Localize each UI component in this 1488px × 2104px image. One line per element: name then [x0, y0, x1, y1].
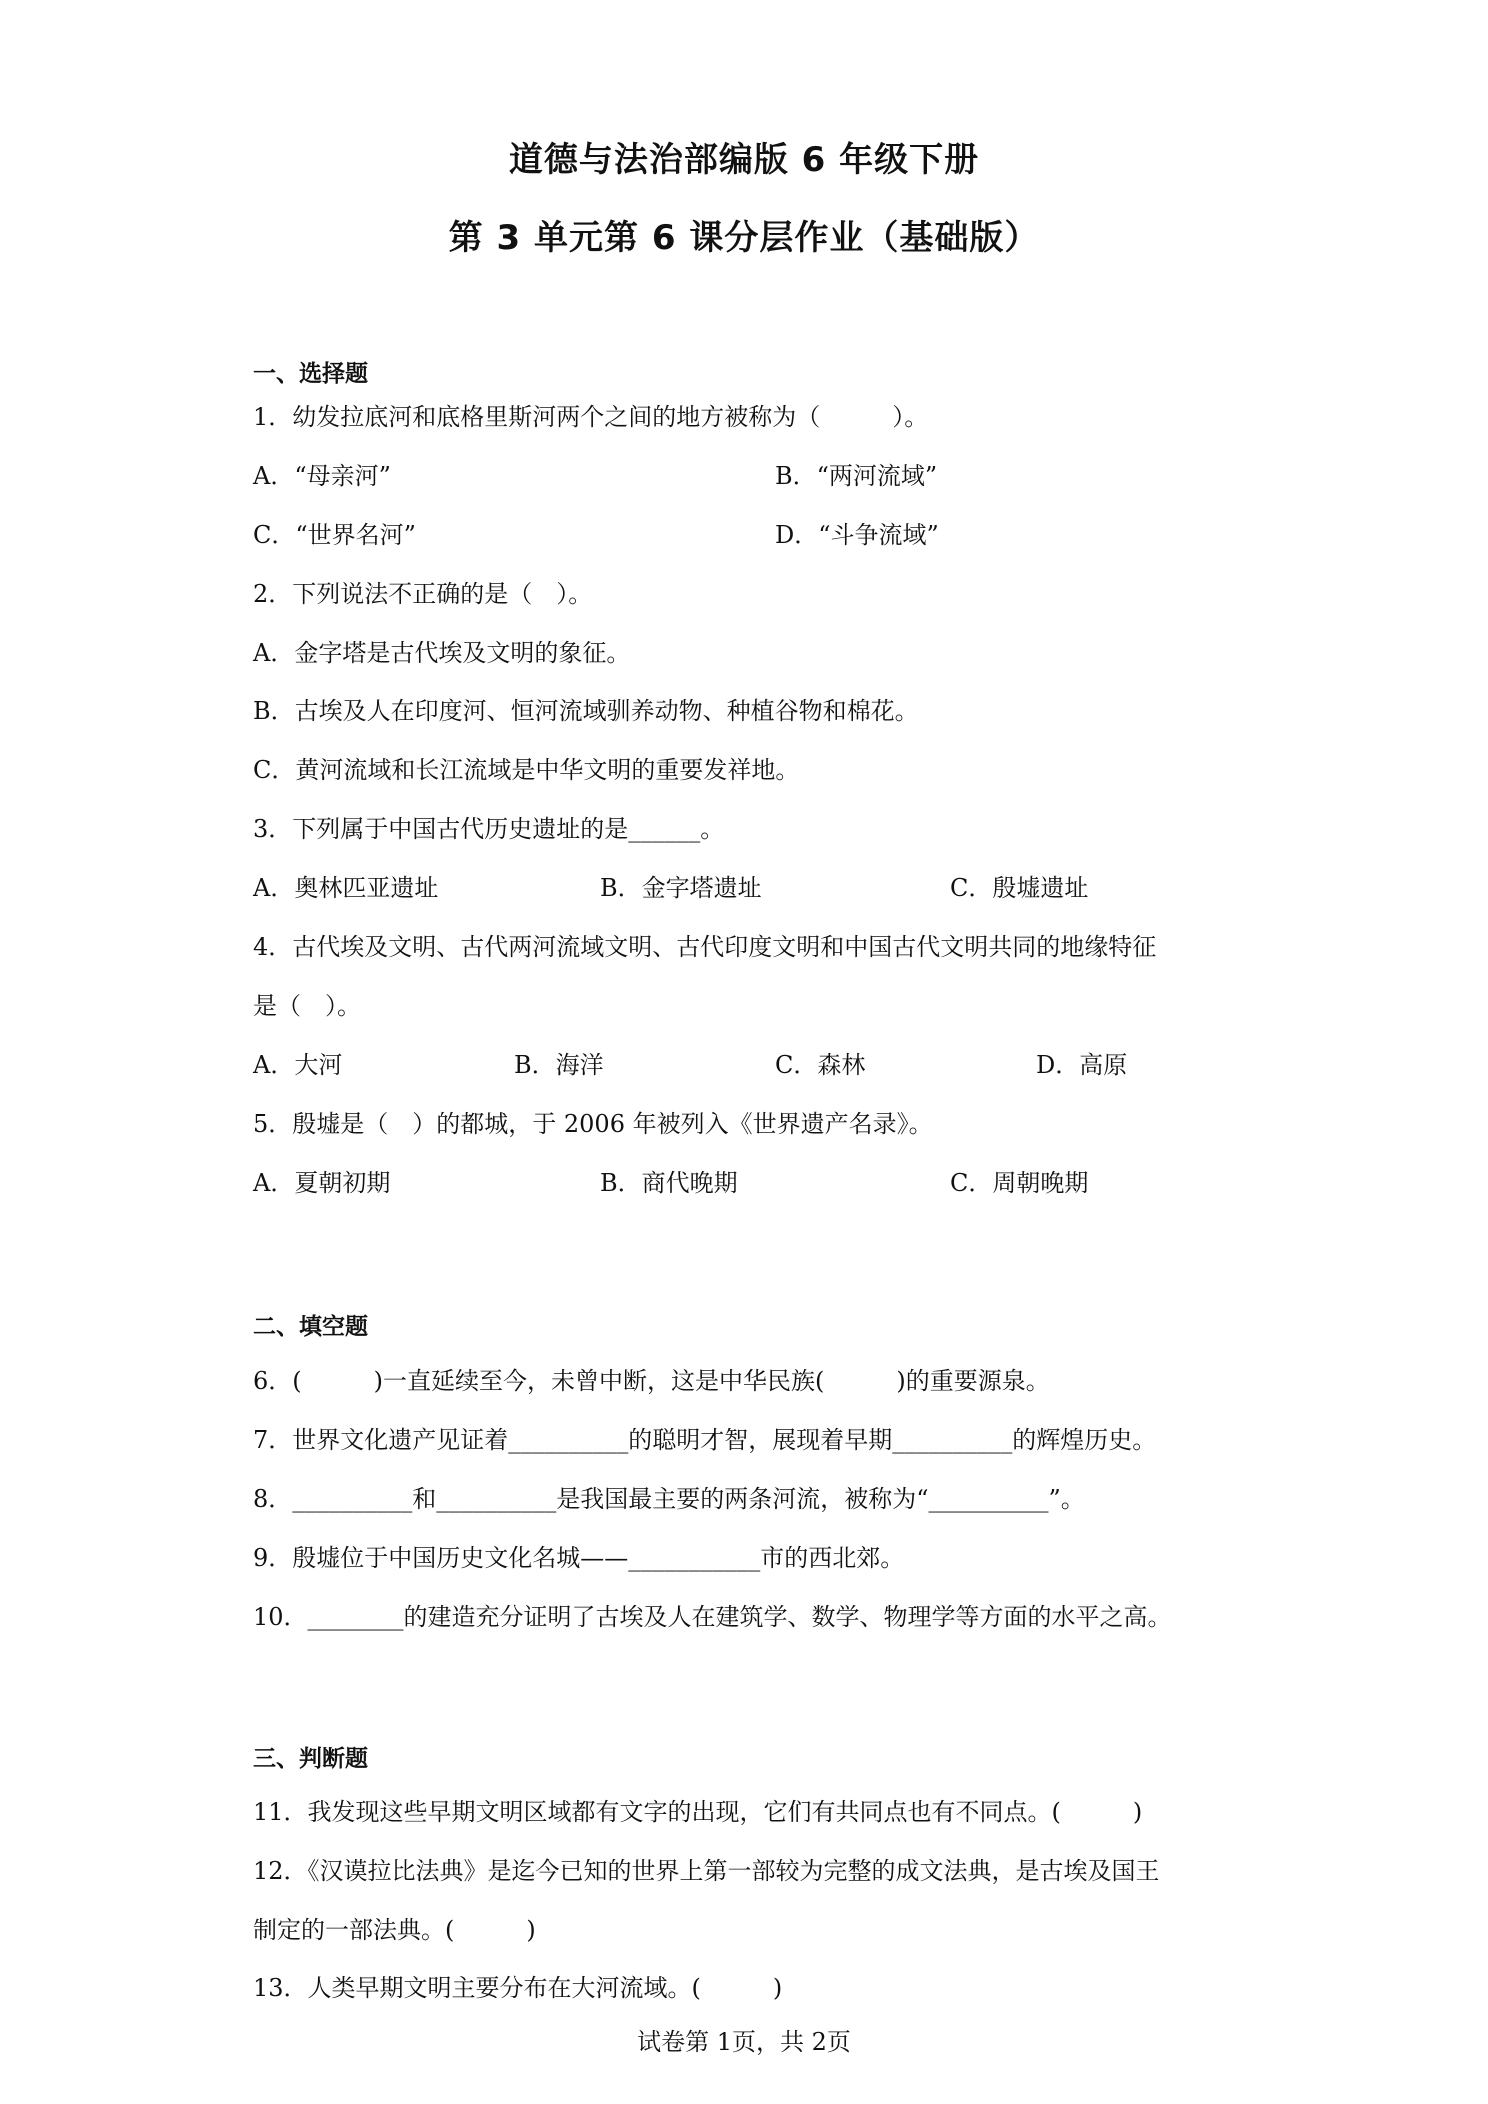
q1-option-c: C．“世界名河” [253, 521, 416, 549]
q8: 8．__________和__________是我国最主要的两条河流，被称为“__________”。 [253, 1485, 1085, 1513]
q4-option-a: A．大河 [253, 1051, 343, 1079]
q2-option-a: A．金字塔是古代埃及文明的象征。 [253, 639, 631, 667]
doc-title-line1: 道德与法治部编版 6 年级下册 [508, 140, 980, 180]
q10: 10．________的建造充分证明了古埃及人在建筑学、数学、物理学等方面的水平之高。 [253, 1603, 1172, 1631]
q5-option-b: B．商代晚期 [600, 1169, 738, 1197]
q9: 9．殷墟位于中国历史文化名城——___________市的西北郊。 [253, 1544, 905, 1572]
q12-line2: 制定的一部法典。( ) [253, 1916, 536, 1944]
q13: 13．人类早期文明主要分布在大河流域。( ) [253, 1974, 783, 2002]
q1-stem: 1．幼发拉底河和底格里斯河两个之间的地方被称为（ ）。 [253, 403, 929, 431]
q1-option-d: D．“斗争流域” [775, 521, 939, 549]
q4-option-c: C．森林 [775, 1051, 866, 1079]
q2-option-c: C．黄河流域和长江流域是中华文明的重要发祥地。 [253, 756, 800, 784]
q5-stem: 5．殷墟是（ ）的都城，于 2006 年被列入《世界遗产名录》。 [253, 1110, 933, 1138]
q4-stem-line1: 4．古代埃及文明、古代两河流域文明、古代印度文明和中国古代文明共同的地缘特征 [253, 933, 1157, 961]
section-choice-heading: 一、选择题 [253, 361, 368, 387]
q5-option-c: C．周朝晚期 [950, 1169, 1089, 1197]
q2-stem: 2．下列说法不正确的是（ ）。 [253, 580, 593, 608]
q1-option-a: A．“母亲河” [253, 462, 391, 490]
q3-option-b: B．金字塔遗址 [600, 874, 762, 902]
q3-option-a: A．奥林匹亚遗址 [253, 874, 439, 902]
q7: 7．世界文化遗产见证着__________的聪明才智，展现着早期__________的辉煌历史。 [253, 1426, 1157, 1454]
section-judge-heading: 三、判断题 [253, 1746, 368, 1772]
q2-option-b: B．古埃及人在印度河、恒河流域驯养动物、种植谷物和棉花。 [253, 697, 919, 725]
q12-line1: 12．《汉谟拉比法典》是迄今已知的世界上第一部较为完整的成文法典，是古埃及国王 [253, 1857, 1160, 1885]
q4-option-b: B．海洋 [514, 1051, 604, 1079]
q11: 11．我发现这些早期文明区域都有文字的出现，它们有共同点也有不同点。( ) [253, 1798, 1143, 1826]
q3-option-c: C．殷墟遗址 [950, 874, 1089, 902]
doc-title-line2: 第 3 单元第 6 课分层作业（基础版） [448, 218, 1040, 258]
q1-option-b: B．“两河流域” [775, 462, 938, 490]
q3-stem: 3．下列属于中国古代历史遗址的是______。 [253, 815, 725, 843]
section-fill-heading: 二、填空题 [253, 1314, 368, 1340]
q4-option-d: D．高原 [1036, 1051, 1128, 1079]
q4-stem-line2: 是（ ）。 [253, 992, 361, 1020]
page-footer: 试卷第 1页，共 2页 [637, 2028, 851, 2056]
q5-option-a: A．夏朝初期 [253, 1169, 391, 1197]
q6: 6．( )一直延续至今，未曾中断，这是中华民族( )的重要源泉。 [253, 1367, 1050, 1395]
